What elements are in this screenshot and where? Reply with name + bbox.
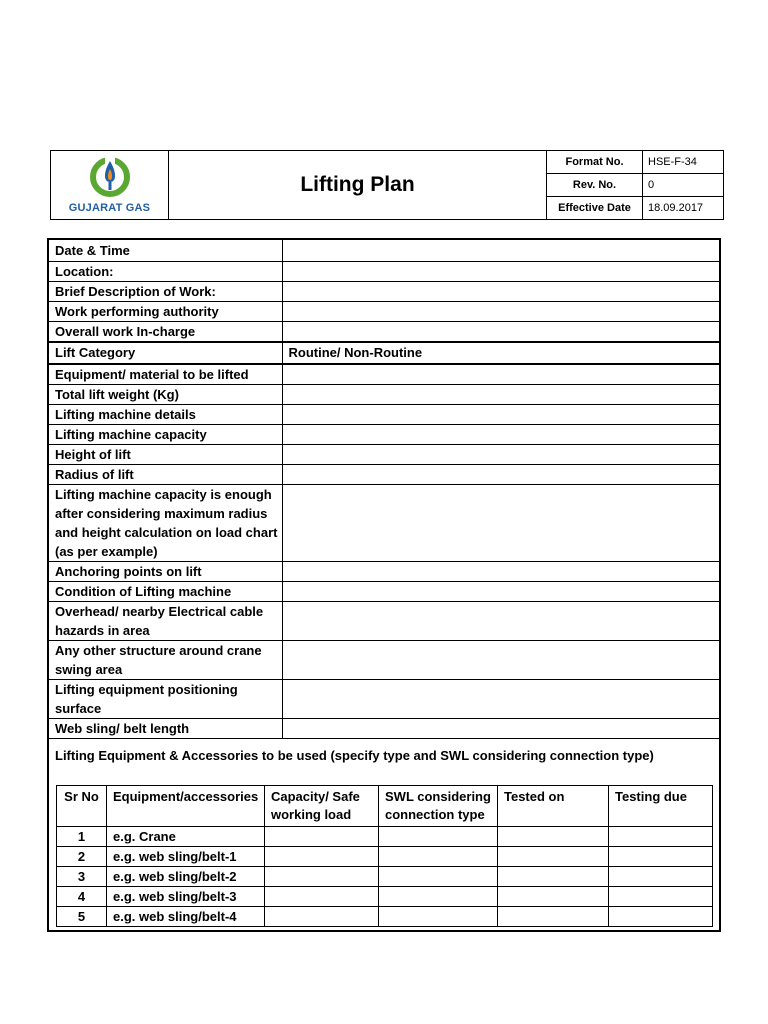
swl-field[interactable] bbox=[379, 867, 498, 887]
tested-on-field[interactable] bbox=[498, 887, 609, 907]
table-row bbox=[49, 581, 719, 601]
logo-cell bbox=[51, 151, 169, 220]
table-row bbox=[49, 718, 719, 738]
column-header-swl: SWL considering connection type bbox=[379, 786, 498, 827]
rev-no-value: 0 bbox=[643, 174, 724, 197]
rev-no-label: Rev. No. bbox=[547, 174, 643, 197]
row-value-field[interactable] bbox=[282, 464, 719, 484]
effective-date-value: 18.09.2017 bbox=[643, 197, 724, 220]
table-row bbox=[49, 601, 719, 640]
table-row bbox=[49, 281, 719, 301]
equipment-name: e.g. web sling/belt-4 bbox=[107, 907, 265, 927]
row-value-field[interactable] bbox=[282, 424, 719, 444]
testing-due-field[interactable] bbox=[609, 867, 713, 887]
row-value-field[interactable] bbox=[282, 281, 719, 301]
row-label: Web sling/ belt length bbox=[49, 718, 282, 738]
row-value-field[interactable] bbox=[282, 444, 719, 464]
row-value-field[interactable] bbox=[282, 384, 719, 404]
equipment-name: e.g. web sling/belt-2 bbox=[107, 867, 265, 887]
row-value-field[interactable] bbox=[282, 261, 719, 281]
format-no-label: Format No. bbox=[547, 151, 643, 174]
equipment-row bbox=[57, 907, 713, 927]
swl-field[interactable] bbox=[379, 887, 498, 907]
swl-field[interactable] bbox=[379, 907, 498, 927]
row-value-field[interactable] bbox=[282, 301, 719, 321]
capacity-field[interactable] bbox=[265, 827, 379, 847]
testing-due-field[interactable] bbox=[609, 827, 713, 847]
row-value-field[interactable] bbox=[282, 640, 719, 679]
table-row bbox=[49, 424, 719, 444]
table-row bbox=[49, 321, 719, 342]
table-row bbox=[49, 384, 719, 404]
row-value-field[interactable] bbox=[282, 240, 719, 261]
page-title: Lifting Plan bbox=[169, 151, 547, 220]
plan-details-table bbox=[49, 240, 719, 739]
equipment-row bbox=[57, 887, 713, 907]
table-row bbox=[49, 404, 719, 424]
row-label: Lifting machine capacity bbox=[49, 424, 282, 444]
equipment-row bbox=[57, 847, 713, 867]
row-label: Overhead/ nearby Electrical cable hazards in area bbox=[49, 601, 282, 640]
column-header-testing-due: Testing due bbox=[609, 786, 713, 827]
row-value-field[interactable] bbox=[282, 404, 719, 424]
equipment-sr-no: 4 bbox=[57, 887, 107, 907]
capacity-field[interactable] bbox=[265, 907, 379, 927]
row-label: Location: bbox=[49, 261, 282, 281]
table-row bbox=[49, 240, 719, 261]
table-row bbox=[49, 364, 719, 385]
row-label: Lifting machine details bbox=[49, 404, 282, 424]
equipment-name: e.g. web sling/belt-1 bbox=[107, 847, 265, 867]
tested-on-field[interactable] bbox=[498, 907, 609, 927]
table-row bbox=[49, 261, 719, 281]
capacity-field[interactable] bbox=[265, 887, 379, 907]
row-label: Condition of Lifting machine bbox=[49, 581, 282, 601]
testing-due-field[interactable] bbox=[609, 907, 713, 927]
capacity-field[interactable] bbox=[265, 847, 379, 867]
row-label: Total lift weight (Kg) bbox=[49, 384, 282, 404]
capacity-field[interactable] bbox=[265, 867, 379, 887]
tested-on-field[interactable] bbox=[498, 827, 609, 847]
column-header-tested-on: Tested on bbox=[498, 786, 609, 827]
row-label: Any other structure around crane swing area bbox=[49, 640, 282, 679]
table-row bbox=[49, 561, 719, 581]
row-label: Date & Time bbox=[49, 240, 282, 261]
equipment-section-title: Lifting Equipment & Accessories to be used (specify type and SWL considering connection type) bbox=[55, 748, 654, 763]
row-value-field[interactable] bbox=[282, 484, 719, 561]
row-value-field[interactable] bbox=[282, 679, 719, 718]
testing-due-field[interactable] bbox=[609, 847, 713, 867]
document-header bbox=[50, 150, 724, 220]
table-row bbox=[49, 301, 719, 321]
table-row bbox=[49, 444, 719, 464]
row-value-field[interactable] bbox=[282, 321, 719, 342]
equipment-row bbox=[57, 827, 713, 847]
effective-date-label: Effective Date bbox=[547, 197, 643, 220]
equipment-row bbox=[57, 867, 713, 887]
equipment-sr-no: 5 bbox=[57, 907, 107, 927]
row-value-field[interactable] bbox=[282, 561, 719, 581]
table-row bbox=[49, 679, 719, 718]
row-label: Height of lift bbox=[49, 444, 282, 464]
row-label: Radius of lift bbox=[49, 464, 282, 484]
equipment-header-row bbox=[57, 786, 713, 827]
table-row bbox=[49, 484, 719, 561]
row-label: Lifting equipment positioning surface bbox=[49, 679, 282, 718]
row-label: Anchoring points on lift bbox=[49, 561, 282, 581]
equipment-sr-no: 1 bbox=[57, 827, 107, 847]
table-row bbox=[49, 342, 719, 364]
column-header-capacity: Capacity/ Safe working load bbox=[265, 786, 379, 827]
equipment-sr-no: 3 bbox=[57, 867, 107, 887]
row-value-field[interactable] bbox=[282, 364, 719, 385]
row-value-field[interactable] bbox=[282, 581, 719, 601]
gujarat-gas-logo-icon bbox=[88, 157, 132, 197]
row-value-field[interactable] bbox=[282, 601, 719, 640]
format-no-value: HSE-F-34 bbox=[643, 151, 724, 174]
equipment-sr-no: 2 bbox=[57, 847, 107, 867]
row-label: Brief Description of Work: bbox=[49, 281, 282, 301]
table-row bbox=[49, 464, 719, 484]
swl-field[interactable] bbox=[379, 847, 498, 867]
table-row bbox=[49, 640, 719, 679]
tested-on-field[interactable] bbox=[498, 867, 609, 887]
row-label: Lift Category bbox=[49, 342, 282, 364]
row-label: Overall work In-charge bbox=[49, 321, 282, 342]
equipment-table bbox=[56, 785, 713, 927]
column-header-equipment: Equipment/accessories bbox=[107, 786, 265, 827]
row-label: Work performing authority bbox=[49, 301, 282, 321]
row-value-field[interactable]: Routine/ Non-Routine bbox=[282, 342, 719, 364]
column-header-sr-no: Sr No bbox=[57, 786, 107, 827]
equipment-name: e.g. Crane bbox=[107, 827, 265, 847]
swl-field[interactable] bbox=[379, 827, 498, 847]
row-label: Lifting machine capacity is enough after considering maximum radius and height calculation on load chart (as per example) bbox=[49, 484, 282, 561]
tested-on-field[interactable] bbox=[498, 847, 609, 867]
row-label: Equipment/ material to be lifted bbox=[49, 364, 282, 385]
logo-text: GUJARAT GAS bbox=[68, 201, 151, 214]
row-value-field[interactable] bbox=[282, 718, 719, 738]
lifting-plan-form bbox=[47, 238, 721, 932]
equipment-name: e.g. web sling/belt-3 bbox=[107, 887, 265, 907]
testing-due-field[interactable] bbox=[609, 887, 713, 907]
